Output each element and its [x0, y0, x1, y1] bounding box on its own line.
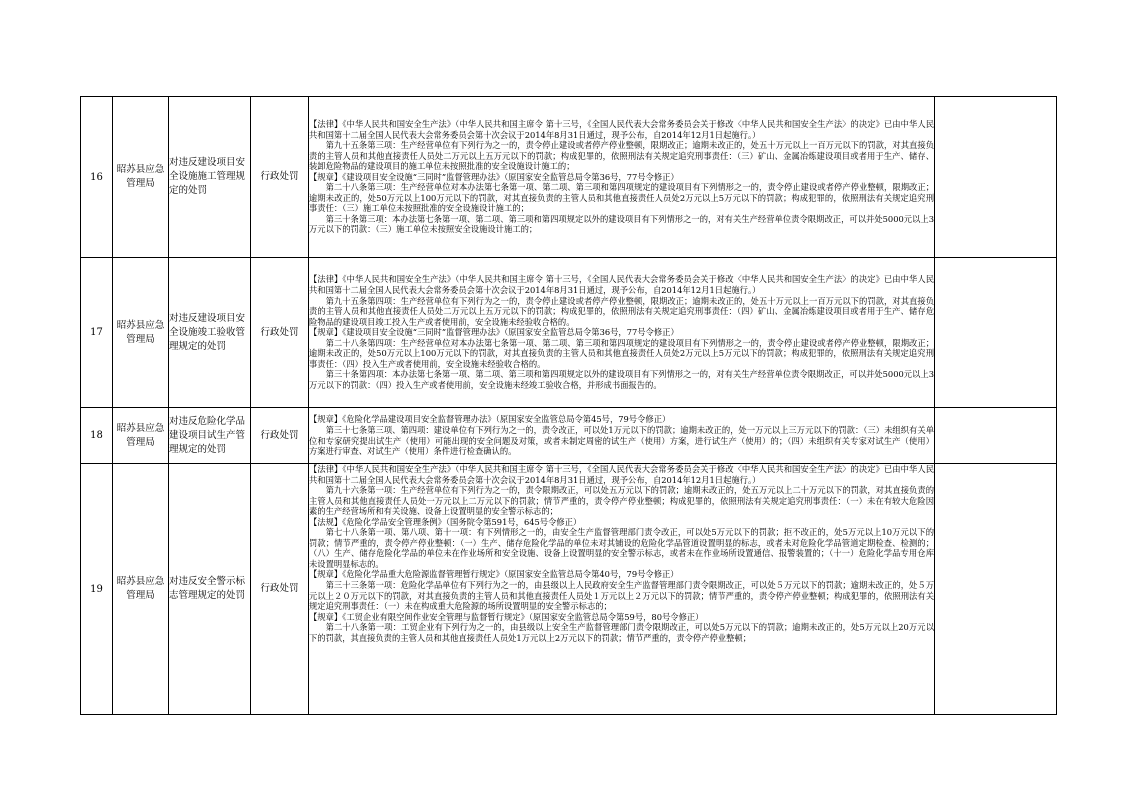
item-category: 行政处罚 [251, 464, 309, 715]
penalty-items-table [80, 96, 1057, 715]
remarks-cell [935, 408, 1057, 464]
item-number: 18 [81, 408, 113, 464]
legal-basis [309, 258, 935, 408]
remarks-cell [935, 97, 1057, 258]
table-row [81, 258, 1057, 408]
item-number: 19 [81, 464, 113, 715]
item-number: 16 [81, 97, 113, 258]
basis-paragraph: 第三十条第四项：本办法第七条第一项、第二项、第三项和第四项规定以外的建设项目有下列情形之一的，对有关生产经营单位责令限期改正，可以并处5000元以上3万元以下的罚款：（四）投入生产或者使用前，安全设施未经竣工验收合格，并形成书面报告的。 [309, 369, 934, 390]
item-name: 对违反建设项目安全设施施工管理规定的处罚 [169, 97, 251, 258]
basis-paragraph: 【法律】《中华人民共和国安全生产法》（中华人民共和国主席令 第十三号，《全国人民代表大会常务委员会关于修改〈中华人民共和国安全生产法〉的决定》已由中华人民共和国第十二届全国人民代表大会常务委员会第十次会议于2014年8月31日通过，现予公布，自2014年12月1日起施行。） [309, 464, 934, 485]
table-row [81, 97, 1057, 258]
basis-paragraph: 第三十七条第三项、第四项：建设单位有下列行为之一的，责令改正，可以处1万元以下的罚款；逾期未改正的，处一万元以上三万元以下的罚款：（三）未组织有关单位和专家研究提出试生产（使用）可能出现的安全问题及对策，或者未制定周密的试生产（使用）方案，进行试生产（使用）的；（四）未组织有关专家对试生产（使用）方案进行审查、对试生产（使用）条件进行检查确认的。 [309, 424, 934, 457]
basis-paragraph: 【规章】《工贸企业有限空间作业安全管理与监督暂行规定》（原国家安全监管总局令第59号，80号令修正） [309, 611, 704, 622]
item-category: 行政处罚 [251, 97, 309, 258]
basis-paragraph: 第二十八条第四项：生产经营单位对本办法第七条第一项、第二项、第三项和第四项规定的建设项目有下列情形之一的，责令停止建设或者停产停业整顿，限期改正；逾期未改正的，处50万元以上100万元以下的罚款，对其直接负责的主管人员和其他直接责任人员处2万元以上5万元以下的罚款；构成犯罪的，依照刑法有关规定追究刑事责任：（四）投入生产或者使用前，安全设施未经验收合格的。 [309, 337, 934, 369]
basis-paragraph: 第二十八条第一项：工贸企业有下列行为之一的，由县级以上安全生产监督管理部门责令限期改正，可以处5万元以下的罚款；逾期未改正的，处5万元以上20万元以下的罚款，其直接负责的主管人员和其他直接责任人员处1万元以上2万元以下的罚款；情节严重的，责令停产停业整顿； [309, 622, 934, 643]
legal-basis [309, 464, 935, 715]
table-row [81, 464, 1057, 715]
item-name: 对违反安全警示标志管理规定的处罚 [169, 464, 251, 715]
basis-paragraph: 第三十三条第一项：危险化学品单位有下列行为之一的，由县级以上人民政府安全生产监督管理部门责令限期改正，可以处５万元以下的罚款；逾期未改正的，处５万元以上２０万元以下的罚款，对其直接负责的主管人员和其他直接责任人员处１万元以上２万元以下的罚款；情节严重的，责令停产停业整顿；构成犯罪的，依照刑法有关规定追究刑事责任：（一）未在构成重大危险源的场所设置明显的安全警示标志的； [309, 580, 934, 612]
basis-paragraph: 【规章】《危险化学品重大危险源监督管理暂行规定》（原国家安全监管总局令第40号，79号令修正） [309, 569, 679, 580]
basis-paragraph: 第二十八条第三项：生产经营单位对本办法第七条第一项、第二项、第三项和第四项规定的建设项目有下列情形之一的，责令停止建设或者停产停业整顿，限期改正；逾期未改正的，处50万元以上100万元以下的罚款，对其直接负责的主管人员和其他直接责任人员处2万元以上5万元以下的罚款；构成犯罪的，依照刑法有关规定追究刑事责任：（三）施工单位未按照批准的安全设施设计施工的； [309, 182, 934, 214]
basis-paragraph: 【法律】《中华人民共和国安全生产法》（中华人民共和国主席令 第十三号，《全国人民代表大会常务委员会关于修改〈中华人民共和国安全生产法〉的决定》已由中华人民共和国第十二届全国人民代表大会常务委员会第十次会议于2014年8月31日通过，现予公布，自2014年12月1日起施行。） [309, 118, 934, 140]
implementing-agency: 昭苏县应急管理局 [113, 97, 169, 258]
basis-paragraph: 【法规】《危险化学品安全管理条例》（国务院令第591号，645号令修正） [309, 516, 582, 527]
implementing-agency: 昭苏县应急管理局 [113, 464, 169, 715]
basis-paragraph: 第三十条第三项：本办法第七条第一项、第二项、第三项和第四项规定以外的建设项目有下列情形之一的，对有关生产经营单位责令限期改正，可以并处5000元以上3万元以下的罚款：（三）施工单位未按照安全设施设计施工的； [309, 213, 934, 235]
table-row [81, 408, 1057, 464]
legal-basis [309, 408, 935, 464]
implementing-agency: 昭苏县应急管理局 [113, 408, 169, 464]
basis-paragraph: 第九十六条第一项：生产经营单位有下列行为之一的，责令限期改正，可以处五万元以下的罚款；逾期未改正的，处五万元以上二十万元以下的罚款，对其直接负责的主管人员和其他直接责任人员处一万元以上二万元以下的罚款；情节严重的，责令停产停业整顿；构成犯罪的，依照刑法有关规定追究刑事责任：（一）未在有较大危险因素的生产经营场所和有关设施、设备上设置明显的安全警示标志的； [309, 485, 934, 517]
basis-paragraph: 【规章】《建设项目安全设施“三同时”监督管理办法》（原国家安全监管总局令第36号，77号令修正） [309, 327, 679, 338]
basis-paragraph: 第九十五条第三项：生产经营单位有下列行为之一的，责令停止建设或者停产停业整顿，限期改正；逾期未改正的，处五十万元以上一百万元以下的罚款，对其直接负责的主管人员和其他直接责任人员处二万元以上五万元以下的罚款；构成犯罪的，依照刑法有关规定追究刑事责任：（三）矿山、金属冶炼建设项目或者用于生产、储存、装卸危险物品的建设项目的施工单位未按照批准的安全设施设计施工的； [309, 140, 934, 172]
implementing-agency: 昭苏县应急管理局 [113, 258, 169, 408]
item-category: 行政处罚 [251, 408, 309, 464]
remarks-cell [935, 258, 1057, 408]
basis-paragraph: 【规章】《建设项目安全设施“三同时”监督管理办法》（原国家安全监管总局令第36号，77号令修正） [309, 171, 679, 182]
basis-paragraph: 【规章】《危险化学品建设项目安全监督管理办法》（原国家安全监管总局令第45号，79号令修正） [309, 414, 671, 425]
basis-paragraph: 第九十五条第四项：生产经营单位有下列行为之一的，责令停止建设或者停产停业整顿，限期改正；逾期未改正的，处五十万元以上一百万元以下的罚款，对其直接负责的主管人员和其他直接责任人员处二万元以上五万元以下的罚款；构成犯罪的，依照刑法有关规定追究刑事责任：（四）矿山、金属冶炼建设项目或者用于生产、储存危险物品的建设项目竣工投入生产或者使用前，安全设施未经验收合格的。 [309, 295, 934, 327]
legal-basis [309, 97, 935, 258]
item-number: 17 [81, 258, 113, 408]
basis-paragraph: 第七十八条第一项、第八项、第十一项：有下列情形之一的，由安全生产监督管理部门责令改正，可以处5万元以下的罚款；拒不改正的，处5万元以上10万元以下的罚款；情节严重的，责令停产停业整顿：（一）生产、储存危险化学品的单位未对其铺设的危险化学品管道设置明显的标志，或者未对危险化学品管道定期检查、检测的；（八）生产、储存危险化学品的单位未在作业场所和安全设施、设备上设置明显的安全警示标志，或者未在作业场所设置通信、报警装置的；（十一）危险化学品专用仓库未设置明显标志的。 [309, 527, 934, 569]
item-category: 行政处罚 [251, 258, 309, 408]
item-name: 对违反建设项目安全设施竣工验收管理规定的处罚 [169, 258, 251, 408]
basis-paragraph: 【法律】《中华人民共和国安全生产法》（中华人民共和国主席令 第十三号，《全国人民代表大会常务委员会关于修改〈中华人民共和国安全生产法〉的决定》已由中华人民共和国第十二届全国人民代表大会常务委员会第十次会议于2014年8月31日通过，现予公布，自2014年12月1日起施行。） [309, 274, 934, 296]
item-name: 对违反危险化学品建设项目试生产管理规定的处罚 [169, 408, 251, 464]
remarks-cell [935, 464, 1057, 715]
